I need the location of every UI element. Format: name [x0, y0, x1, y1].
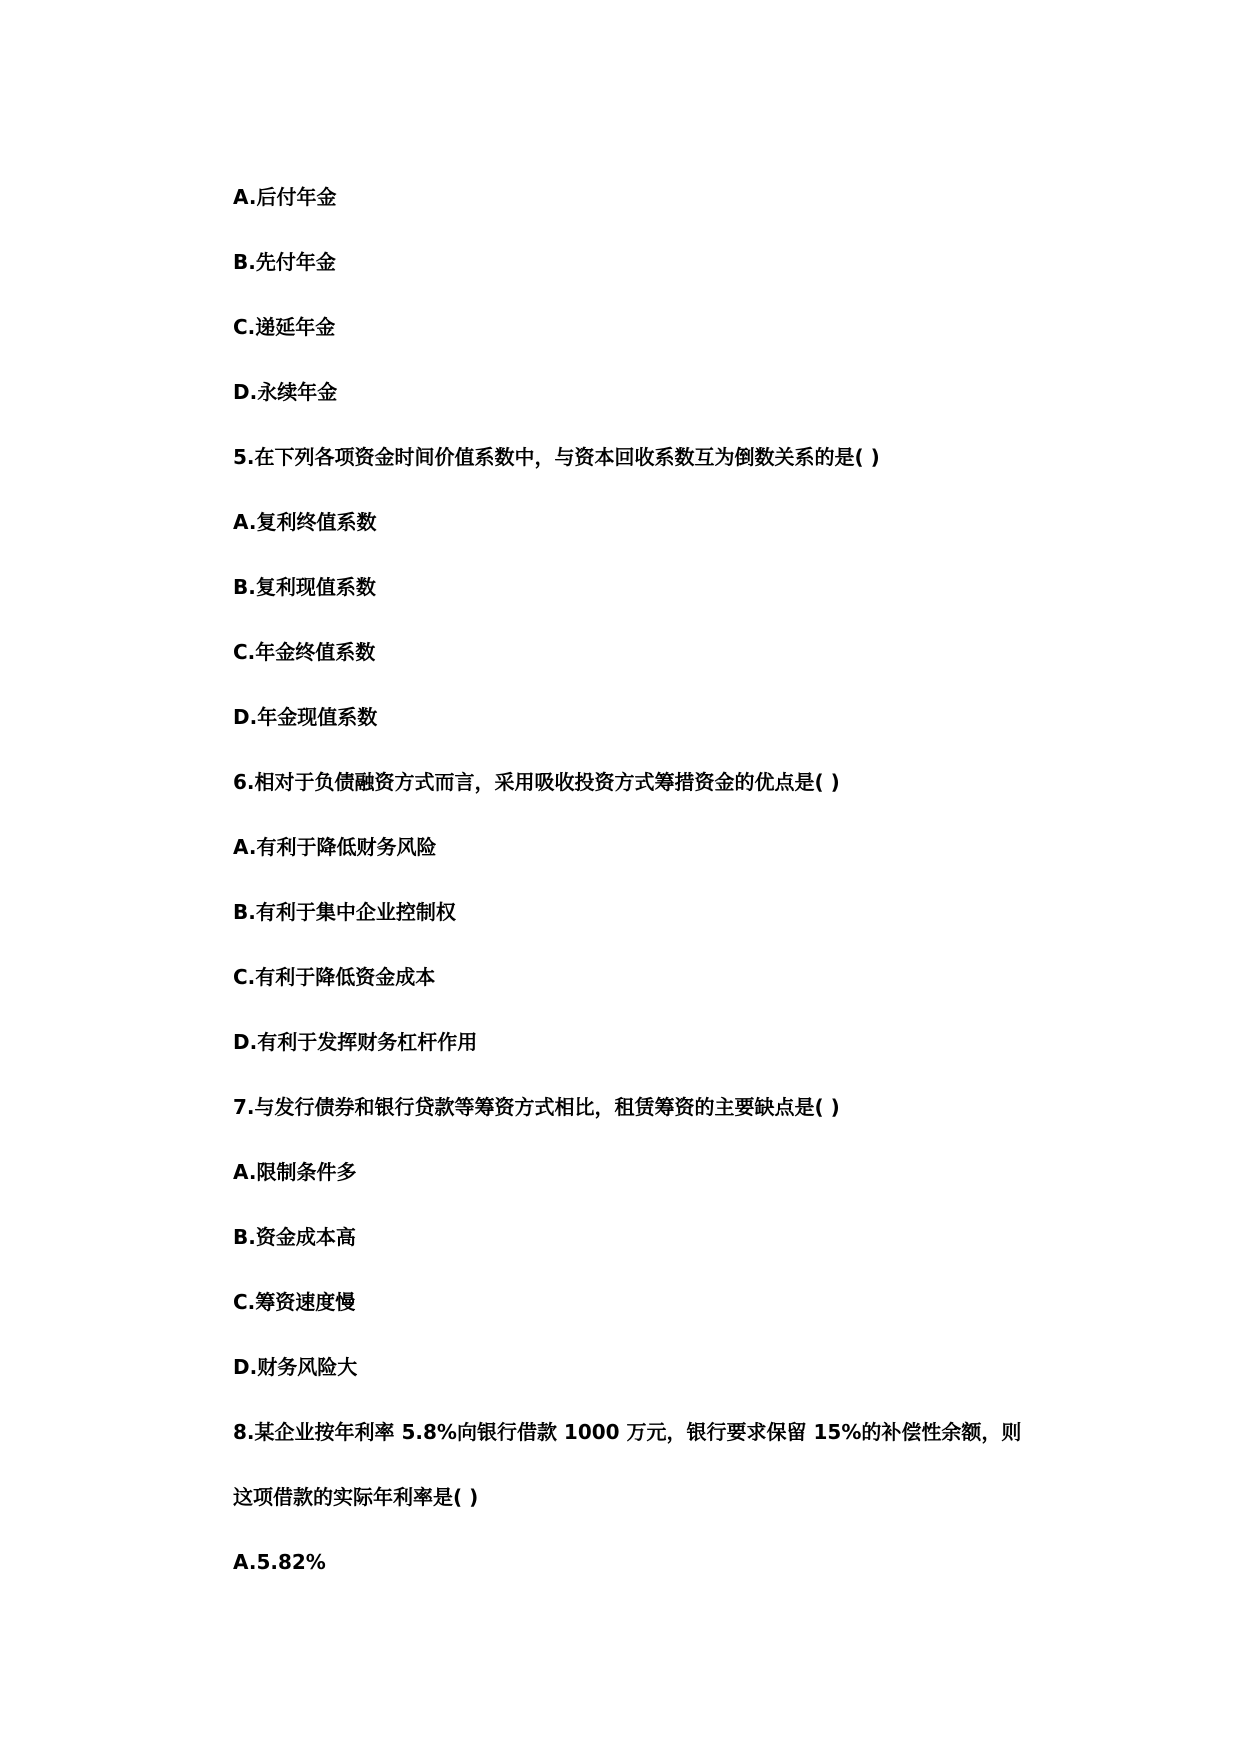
- question-line: 8.某企业按年利率 5.8%向银行借款 1000 万元，银行要求保留 15%的补偿性余额，则: [233, 1420, 1022, 1444]
- option-line: A.后付年金: [233, 185, 337, 209]
- option-line: D.永续年金: [233, 380, 338, 404]
- option-line: C.年金终值系数: [233, 640, 376, 664]
- option-line: C.递延年金: [233, 315, 336, 339]
- option-line: A.有利于降低财务风险: [233, 835, 437, 859]
- question-line: 7.与发行债券和银行贷款等筹资方式相比，租赁筹资的主要缺点是( ): [233, 1095, 840, 1119]
- option-line: B.复利现值系数: [233, 575, 376, 599]
- option-line: A.限制条件多: [233, 1160, 357, 1184]
- option-line: C.有利于降低资金成本: [233, 965, 436, 989]
- option-line: D.有利于发挥财务杠杆作用: [233, 1030, 478, 1054]
- option-line: B.资金成本高: [233, 1225, 356, 1249]
- option-line: B.有利于集中企业控制权: [233, 900, 456, 924]
- question-line: 5.在下列各项资金时间价值系数中，与资本回收系数互为倒数关系的是( ): [233, 445, 880, 469]
- option-line: C.筹资速度慢: [233, 1290, 356, 1314]
- option-line: B.先付年金: [233, 250, 336, 274]
- question-line-continued: 这项借款的实际年利率是( ): [233, 1485, 479, 1509]
- option-line: A.复利终值系数: [233, 510, 377, 534]
- option-line: D.年金现值系数: [233, 705, 378, 729]
- document-body: [233, 183, 1053, 1613]
- option-line: D.财务风险大: [233, 1355, 358, 1379]
- option-line: A.5.82%: [233, 1550, 326, 1574]
- question-line: 6.相对于负债融资方式而言，采用吸收投资方式筹措资金的优点是( ): [233, 770, 840, 794]
